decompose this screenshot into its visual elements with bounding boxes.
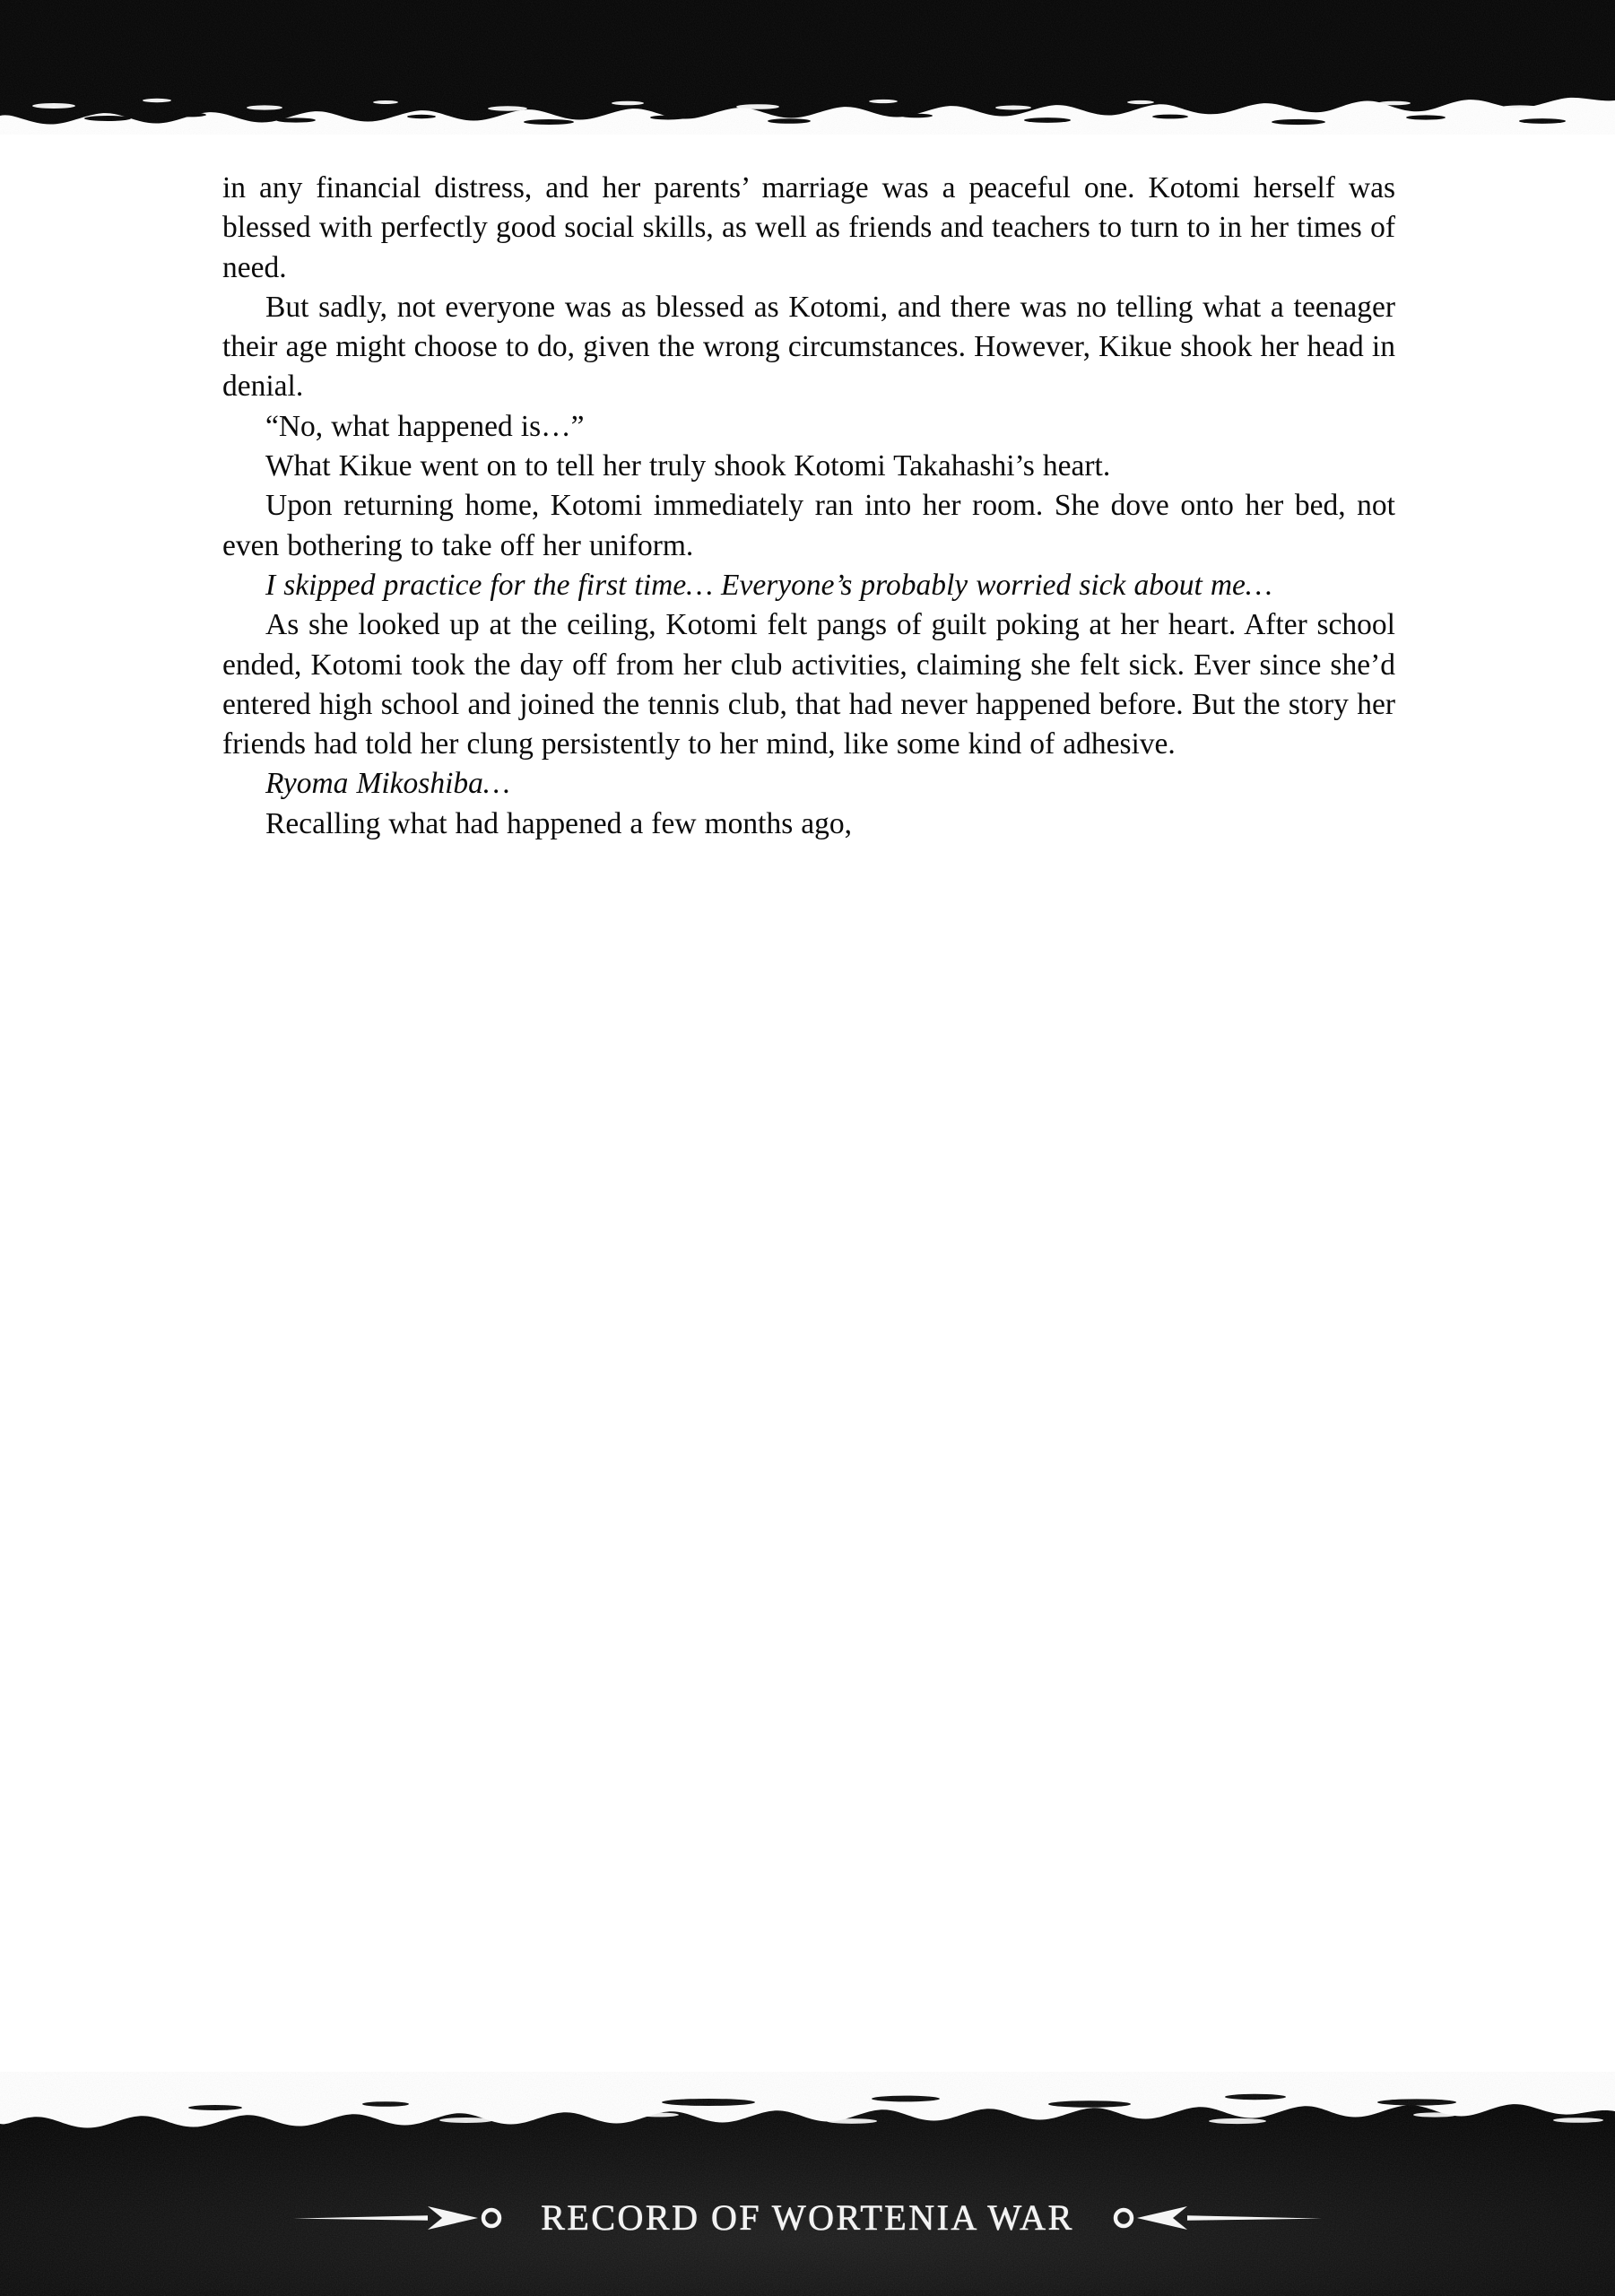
running-title-text: RECORD OF WORTENIA WAR	[541, 2197, 1074, 2238]
paragraph: Recalling what had happened a few months ago,	[265, 806, 853, 840]
top-ink-band	[0, 0, 1615, 135]
lance-flourish-left-icon	[293, 2203, 526, 2233]
top-ink-band-shape	[0, 0, 1615, 135]
lance-flourish-right-icon	[1089, 2203, 1322, 2233]
paragraph: Upon returning home, Kotomi immediately ran into her room. She dove onto her bed, not even bothering to take off her uniform.	[222, 489, 1395, 562]
bottom-ink-band	[0, 2072, 1615, 2296]
footer-running-title	[0, 2187, 1615, 2249]
paragraph: But sadly, not everyone was as blessed as Kotomi, and there was no telling what a teenager their age might choose to do, given the wrong circumstances. However, Kikue shook her head in denial.	[222, 290, 1395, 404]
paragraph: in any financial distress, and her parents’ marriage was a peaceful one. Kotomi herself was blessed with perfectly good social skills, as well as friends and teachers to turn to in her times of need.	[222, 171, 1395, 284]
paragraph: What Kikue went on to tell her truly shook Kotomi Takahashi’s heart.	[265, 449, 1111, 483]
paragraph-inner-monologue: Ryoma Mikoshiba…	[265, 767, 510, 801]
paragraph-inner-monologue: I skipped practice for the first time… Everyone’s probably worried sick about me…	[265, 568, 1272, 602]
page-body-text	[222, 169, 1395, 844]
paragraph-dialogue: “No, what happened is…”	[265, 409, 585, 443]
paragraph: As she looked up at the ceiling, Kotomi felt pangs of guilt poking at her heart. After school ended, Kotomi took the day off from her club activities, claiming she felt sick. Ever since she’d entered high school and joined the tennis club, that had never happened before. But the story her friends had told her clung persistently to her mind, like some kind of adhesive.	[222, 608, 1395, 761]
bottom-ink-band-shape	[0, 2072, 1615, 2296]
